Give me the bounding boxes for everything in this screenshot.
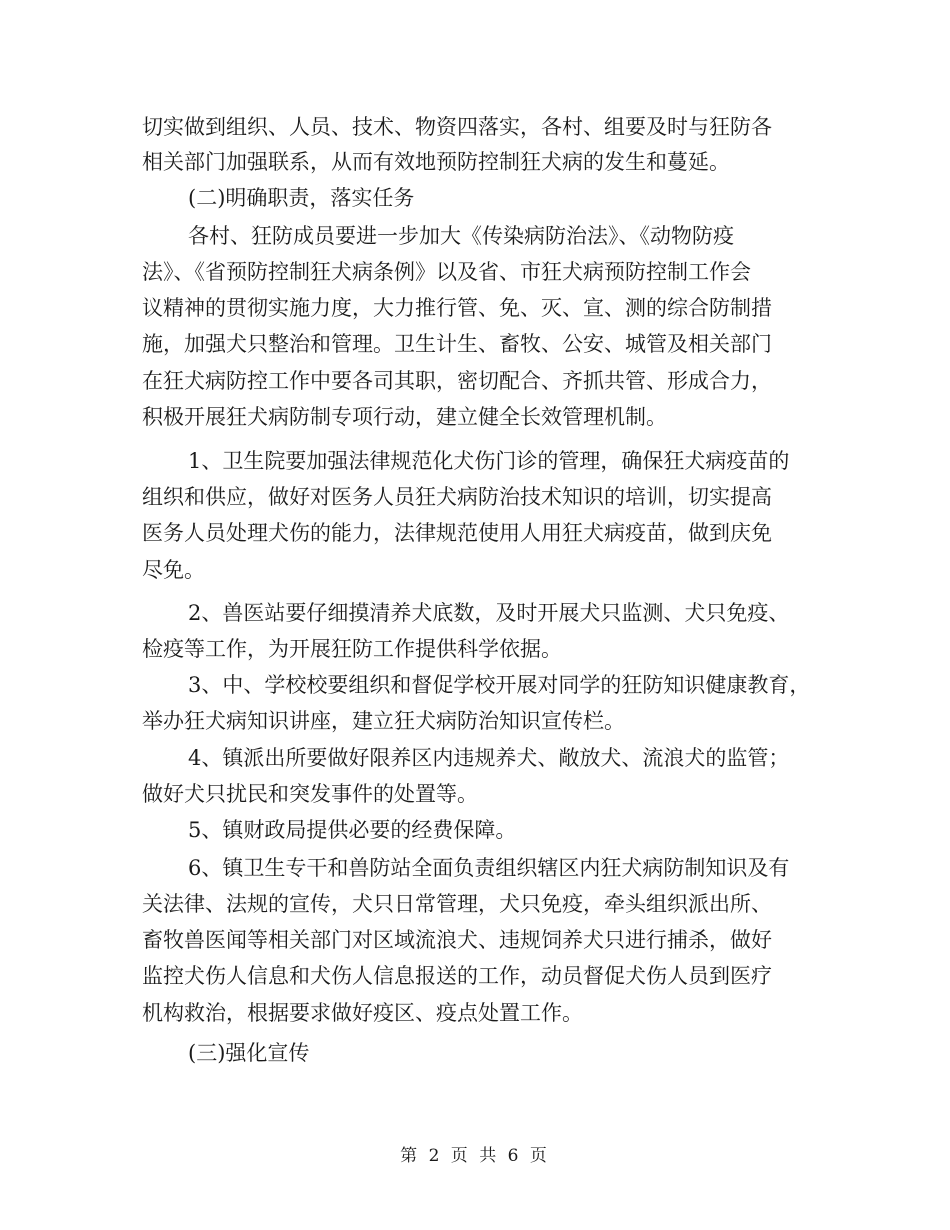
section-heading: (三)强化宣传 <box>188 1041 310 1065</box>
list-item-line: 6、镇卫生专干和兽防站全面负责组织辖区内狂犬病防制知识及有 <box>188 856 790 880</box>
body-text-line: 组织和供应，做好对医务人员狂犬病防治技术知识的培训，切实提高 <box>142 485 772 509</box>
list-item-line: 5、镇财政局提供必要的经费保障。 <box>188 818 517 842</box>
page-number-footer: 第 2 页 共 6 页 <box>400 1146 550 1166</box>
body-text-line: 积极开展狂犬病防制专项行动，建立健全长效管理机制。 <box>142 405 667 429</box>
body-text-line: 关法律、法规的宣传，犬只日常管理，犬只免疫，牵头组织派出所、 <box>142 892 772 916</box>
body-text-line: 医务人员处理犬伤的能力，法律规范使用人用狂犬病疫苗，做到庆免 <box>142 521 772 545</box>
body-text-line: 检疫等工作，为开展狂防工作提供科学依据。 <box>142 637 562 661</box>
body-text-line: 做好犬只扰民和突发事件的处置等。 <box>142 782 478 806</box>
body-text-line: 在狂犬病防控工作中要各司其职，密切配合、齐抓共管、形成合力， <box>142 369 772 393</box>
body-text-line: 尽免。 <box>142 558 205 582</box>
body-text-line: 举办狂犬病知识讲座，建立狂犬病防治知识宣传栏。 <box>142 709 625 733</box>
body-text-line: 法》、《省预防控制狂犬病条例》以及省、市狂犬病预防控制工作会 <box>142 260 751 284</box>
body-text-line: 畜牧兽医闻等相关部门对区域流浪犬、违规饲养犬只进行捕杀，做好 <box>142 928 772 952</box>
list-item-line: 2、兽医站要仔细摸清养犬底数，及时开展犬只监测、犬只免疫、 <box>188 601 790 625</box>
body-text-line: 相关部门加强联系，从而有效地预防控制狂犬病的发生和蔓延。 <box>142 150 730 174</box>
body-text-line: 机构救治，根据要求做好疫区、疫点处置工作。 <box>142 1001 583 1025</box>
body-text-line: 监控犬伤人信息和犬伤人信息报送的工作，动员督促犬伤人员到医疗 <box>142 964 772 988</box>
list-item-line: 4、镇派出所要做好限养区内违规养犬、敞放犬、流浪犬的监管； <box>188 746 790 770</box>
section-heading: (二)明确职责，落实任务 <box>188 186 415 210</box>
body-text-line: 施，加强犬只整治和管理。卫生计生、畜牧、公安、城管及相关部门 <box>142 332 772 356</box>
body-text-line: 各村、狂防成员要进一步加大《传染病防治法》、《动物防疫 <box>188 224 734 248</box>
list-item-line: 3、中、学校校要组织和督促学校开展对同学的狂防知识健康教育， <box>188 673 811 697</box>
body-text-line: 切实做到组织、人员、技术、物资四落实，各村、组要及时与狂防各 <box>142 115 772 139</box>
list-item-line: 1、卫生院要加强法律规范化犬伤门诊的管理，确保狂犬病疫苗的 <box>188 449 790 473</box>
body-text-line: 议精神的贯彻实施力度，大力推行管、免、灭、宣、测的综合防制措 <box>142 296 772 320</box>
